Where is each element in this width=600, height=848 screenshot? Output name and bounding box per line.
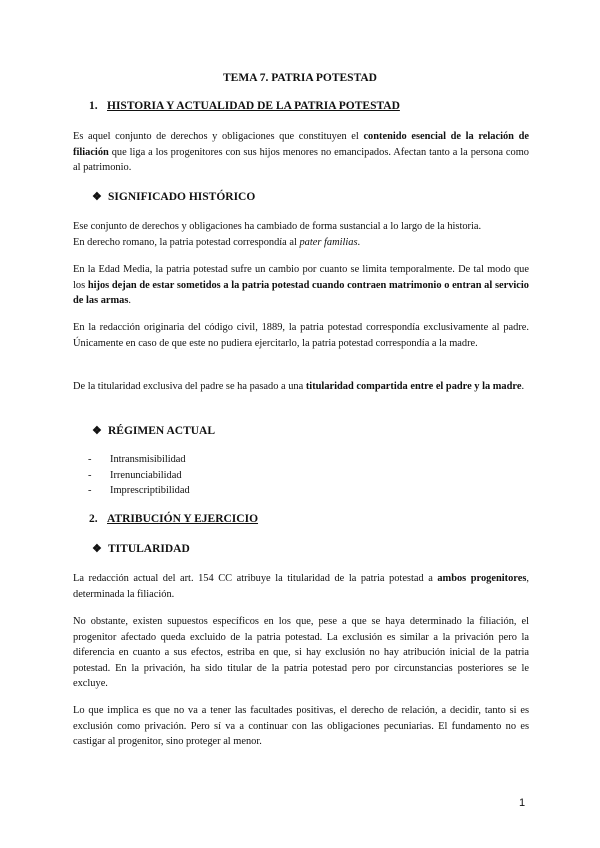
section-1-heading <box>89 100 400 112</box>
titularidad-paragraph-1 <box>73 571 529 602</box>
text-run: . <box>357 236 361 248</box>
page-number: 1 <box>519 797 526 809</box>
bold-text-run: titularidad compartida entre el padre y la madre <box>305 381 522 392</box>
titularidad-paragraph-2: No obstante, existen supuestos específicos en los que, pese a que se haya determinado la filiación, el progenitor afectado queda excluido de la patria potestad. La exclusión es similar a la privación pero la diferencia en cuanto a sus efectos, estriba en que, si hay exclusión no hay atribución inicial de la patria potestad. En la privación, ha sido titular de la patria potestad pero por circunstancias posteriores se le excluye. <box>73 616 529 689</box>
text-run: En la Edad Media, la patria potestad sufre un cambio por cuanto se limita temporalmente. De tal modo que los <box>73 264 529 291</box>
section-2-number: 2. <box>89 513 98 525</box>
list-item: - Imprescriptibilidad <box>88 485 190 496</box>
bold-text-run: hijos dejan de estar sometidos a la patria potestad cuando contraen matrimonio o entran al servicio de las armas <box>73 279 529 306</box>
bold-text-run: contenido esencial de la relación de filiación <box>73 131 529 158</box>
subsection-regimen-heading-text: RÉGIMEN ACTUAL <box>108 425 216 437</box>
text-run: . <box>521 381 525 392</box>
section-2-heading-text: ATRIBUCIÓN Y EJERCICIO <box>107 513 259 525</box>
diamond-bullet-icon: ❖ <box>92 425 102 437</box>
list-item: - Intransmisibilidad <box>88 454 186 465</box>
bold-text-run: ambos progenitores <box>437 573 527 584</box>
text-run: De la titularidad exclusiva del padre se ha pasado a una <box>73 381 306 392</box>
section-1-paragraph-1 <box>73 129 529 176</box>
text-run: Es aquel conjunto de derechos y obligaciones que constituyen el <box>73 131 364 142</box>
list-item-text: Imprescriptibilidad <box>110 485 190 496</box>
text-run: Ese conjunto de derechos y obligaciones ha cambiado de forma sustancial a lo largo de la historia. <box>73 221 482 232</box>
section-2-heading <box>89 513 258 525</box>
historico-paragraph-3: En la redacción originaria del código civil, 1889, la patria potestad correspondía exclusivamente al padre. Únicamente en caso de que este no pudiera ejercitarlo, la patria potestad correspondía a la madre. <box>73 322 529 349</box>
regimen-list <box>88 452 190 499</box>
section-1-heading-text: HISTORIA Y ACTUALIDAD DE LA PATRIA POTESTAD <box>107 100 400 112</box>
text-run: En derecho romano, la patria potestad correspondía al <box>73 236 300 248</box>
diamond-bullet-icon: ❖ <box>92 543 102 555</box>
subsection-historico-heading <box>92 190 255 203</box>
subsection-regimen-heading <box>92 424 215 437</box>
diamond-bullet-icon: ❖ <box>92 191 102 203</box>
text-run: La redacción actual del art. 154 CC atribuye la titularidad de la patria potestad a <box>73 573 438 584</box>
document-title: TEMA 7. PATRIA POTESTAD <box>223 72 377 84</box>
subsection-historico-heading-text: SIGNIFICADO HISTÓRICO <box>108 191 256 203</box>
subsection-titularidad-heading <box>92 542 190 555</box>
historico-paragraph-1 <box>73 219 529 250</box>
section-1-number: 1. <box>89 100 98 112</box>
text-run: que liga a los progenitores con sus hijos menores no emancipados. Afectan tanto a la persona como al patrimonio. <box>73 146 529 173</box>
text-run: . <box>128 295 132 306</box>
list-item-text: Irrenunciabilidad <box>110 469 182 481</box>
historico-paragraph-4 <box>73 379 529 395</box>
list-item: - Irrenunciabilidad <box>88 469 182 481</box>
text-run: , determinada la filiación. <box>73 573 529 600</box>
historico-paragraph-2 <box>73 262 529 309</box>
subsection-titularidad-heading-text: TITULARIDAD <box>108 543 190 555</box>
italic-text-run: pater familias <box>299 236 358 248</box>
titularidad-paragraph-3: Lo que implica es que no va a tener las facultades positivas, el derecho de relación, a decidir, tanto si es exclusión como privación. Pero sí va a continuar con las obligaciones pecuniarias. El fundamento no es castigar al progenitor, sino proteger al menor. <box>73 705 529 747</box>
list-item-text: Intransmisibilidad <box>110 454 186 465</box>
